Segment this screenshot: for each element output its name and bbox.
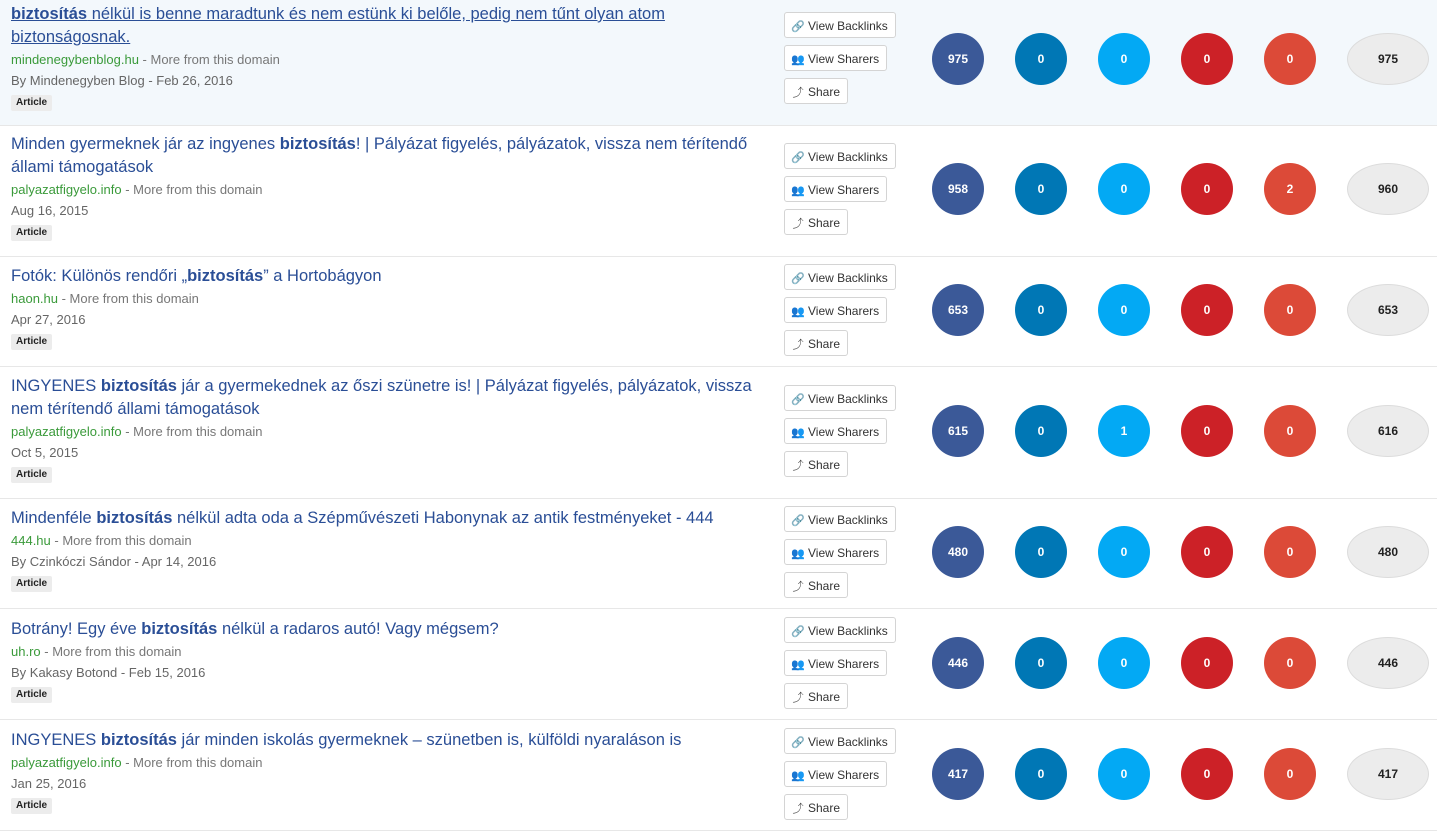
twitter-shares-count: 0 bbox=[1098, 748, 1150, 800]
domain-line bbox=[11, 752, 771, 773]
tag-wrap bbox=[11, 794, 771, 814]
title-text: Fotók: Különös rendőri „ bbox=[11, 267, 188, 285]
button-label: View Sharers bbox=[808, 52, 880, 66]
button-label: Share bbox=[808, 337, 841, 351]
linkedin-shares-count: 0 bbox=[1015, 637, 1067, 689]
result-row bbox=[0, 256, 1437, 367]
view-sharers-button[interactable] bbox=[784, 761, 887, 787]
domain-link[interactable]: 444.hu bbox=[11, 533, 51, 548]
title-text: INGYENES bbox=[11, 377, 101, 395]
total-shares-count: 446 bbox=[1347, 637, 1429, 689]
view-backlinks-button[interactable] bbox=[784, 385, 896, 411]
button-label: View Backlinks bbox=[808, 392, 888, 406]
result-row bbox=[0, 366, 1437, 499]
users-icon: 👥 bbox=[791, 54, 805, 66]
title-text: nélkül a radaros autó! Vagy mégsem? bbox=[217, 620, 499, 638]
share-button[interactable] bbox=[784, 451, 848, 477]
link-icon: 🔗 bbox=[791, 152, 805, 164]
share-button[interactable] bbox=[784, 794, 848, 820]
title-text: ! | Pályázat figyelés, pályázatok, vissza nem térítendő állami támogatások bbox=[11, 135, 748, 176]
googleplus-shares-count: 0 bbox=[1264, 405, 1316, 457]
result-info bbox=[11, 133, 771, 241]
button-label: View Backlinks bbox=[808, 513, 888, 527]
content-type-badge: Article bbox=[11, 225, 52, 241]
pinterest-shares-count: 0 bbox=[1181, 33, 1233, 85]
linkedin-shares-count: 0 bbox=[1015, 284, 1067, 336]
domain-line bbox=[11, 421, 771, 442]
title-keyword: biztosítás bbox=[187, 267, 264, 285]
result-meta: Jan 25, 2016 bbox=[11, 776, 87, 791]
button-label: View Backlinks bbox=[808, 624, 888, 638]
tag-wrap bbox=[11, 683, 771, 703]
result-info bbox=[11, 375, 771, 483]
title-keyword: biztosítás bbox=[100, 377, 177, 395]
domain-line bbox=[11, 179, 771, 200]
facebook-shares-count: 975 bbox=[932, 33, 984, 85]
title-keyword: biztosítás bbox=[11, 5, 88, 23]
title-text: nélkül adta oda a Szépművészeti Habonynak az antik festményeket - 444 bbox=[172, 509, 714, 527]
view-backlinks-button[interactable] bbox=[784, 617, 896, 643]
content-type-badge: Article bbox=[11, 334, 52, 350]
domain-line bbox=[11, 530, 771, 551]
more-from-domain-link[interactable]: - More from this domain bbox=[121, 755, 263, 770]
button-label: View Sharers bbox=[808, 546, 880, 560]
title-text: ” a Hortobágyon bbox=[263, 267, 382, 285]
view-sharers-button[interactable] bbox=[784, 650, 887, 676]
title-text: jár a gyermekednek az őszi szünetre is! | Pályázat figyelés, pályázatok, vissza nem térítendő állami támogatások bbox=[11, 377, 752, 418]
linkedin-shares-count: 0 bbox=[1015, 526, 1067, 578]
share-button[interactable] bbox=[784, 209, 848, 235]
domain-link[interactable]: palyazatfigyelo.info bbox=[11, 182, 122, 197]
result-info bbox=[11, 265, 771, 350]
result-row bbox=[0, 125, 1437, 257]
title-text: Mindenféle bbox=[11, 509, 97, 527]
button-label: View Sharers bbox=[808, 304, 880, 318]
content-type-badge: Article bbox=[11, 798, 52, 814]
twitter-shares-count: 0 bbox=[1098, 33, 1150, 85]
domain-link[interactable]: mindenegybenblog.hu bbox=[11, 52, 139, 67]
share-icon: ⤴ bbox=[792, 803, 804, 815]
title-keyword: biztosítás bbox=[96, 509, 173, 527]
users-icon: 👥 bbox=[791, 427, 805, 439]
result-info bbox=[11, 618, 771, 703]
title-text: nélkül is benne maradtunk és nem estünk ki belőle, pedig nem tűnt olyan atom biztonságosnak. bbox=[11, 5, 665, 46]
result-meta: By Kakasy Botond - Feb 15, 2016 bbox=[11, 665, 206, 680]
domain-link[interactable]: haon.hu bbox=[11, 291, 58, 306]
pinterest-shares-count: 0 bbox=[1181, 284, 1233, 336]
users-icon: 👥 bbox=[791, 306, 805, 318]
share-button[interactable] bbox=[784, 330, 848, 356]
share-icon: ⤴ bbox=[792, 692, 804, 704]
linkedin-shares-count: 0 bbox=[1015, 33, 1067, 85]
twitter-shares-count: 0 bbox=[1098, 284, 1150, 336]
domain-link[interactable]: palyazatfigyelo.info bbox=[11, 424, 122, 439]
twitter-shares-count: 0 bbox=[1098, 637, 1150, 689]
facebook-shares-count: 653 bbox=[932, 284, 984, 336]
total-shares-count: 417 bbox=[1347, 748, 1429, 800]
domain-link[interactable]: uh.ro bbox=[11, 644, 41, 659]
view-backlinks-button[interactable] bbox=[784, 264, 896, 290]
result-meta: Aug 16, 2015 bbox=[11, 203, 89, 218]
facebook-shares-count: 958 bbox=[932, 163, 984, 215]
tag-wrap bbox=[11, 572, 771, 592]
googleplus-shares-count: 2 bbox=[1264, 163, 1316, 215]
pinterest-shares-count: 0 bbox=[1181, 748, 1233, 800]
share-icon: ⤴ bbox=[792, 218, 804, 230]
link-icon: 🔗 bbox=[791, 737, 805, 749]
button-label: Share bbox=[808, 216, 841, 230]
view-sharers-button[interactable] bbox=[784, 539, 887, 565]
button-label: View Sharers bbox=[808, 657, 880, 671]
twitter-shares-count: 0 bbox=[1098, 526, 1150, 578]
result-info bbox=[11, 507, 771, 592]
result-meta: Oct 5, 2015 bbox=[11, 445, 79, 460]
view-backlinks-button[interactable] bbox=[784, 143, 896, 169]
link-icon: 🔗 bbox=[791, 626, 805, 638]
result-title-link[interactable] bbox=[11, 133, 771, 179]
twitter-shares-count: 0 bbox=[1098, 163, 1150, 215]
domain-line bbox=[11, 641, 771, 662]
googleplus-shares-count: 0 bbox=[1264, 526, 1316, 578]
result-row bbox=[0, 608, 1437, 720]
button-label: Share bbox=[808, 801, 841, 815]
total-shares-count: 960 bbox=[1347, 163, 1429, 215]
title-keyword: biztosítás bbox=[279, 135, 356, 153]
view-backlinks-button[interactable] bbox=[784, 728, 896, 754]
share-button[interactable] bbox=[784, 78, 848, 104]
more-from-domain-link[interactable]: - More from this domain bbox=[58, 291, 199, 306]
tag-wrap bbox=[11, 221, 771, 241]
content-type-badge: Article bbox=[11, 687, 52, 703]
result-title-link[interactable] bbox=[11, 507, 771, 530]
domain-line bbox=[11, 288, 771, 309]
share-icon: ⤴ bbox=[792, 87, 804, 99]
button-label: Share bbox=[808, 85, 841, 99]
link-icon: 🔗 bbox=[791, 273, 805, 285]
content-type-badge: Article bbox=[11, 467, 52, 483]
button-label: View Sharers bbox=[808, 183, 880, 197]
link-icon: 🔗 bbox=[791, 515, 805, 527]
button-label: View Backlinks bbox=[808, 271, 888, 285]
pinterest-shares-count: 0 bbox=[1181, 405, 1233, 457]
button-label: View Backlinks bbox=[808, 735, 888, 749]
tag-wrap bbox=[11, 91, 771, 111]
share-icon: ⤴ bbox=[792, 460, 804, 472]
facebook-shares-count: 417 bbox=[932, 748, 984, 800]
button-label: Share bbox=[808, 690, 841, 704]
result-meta: Apr 27, 2016 bbox=[11, 312, 86, 327]
button-label: View Sharers bbox=[808, 768, 880, 782]
result-title-link[interactable] bbox=[11, 618, 771, 641]
domain-link[interactable]: palyazatfigyelo.info bbox=[11, 755, 122, 770]
users-icon: 👥 bbox=[791, 548, 805, 560]
tag-wrap bbox=[11, 463, 771, 483]
pinterest-shares-count: 0 bbox=[1181, 637, 1233, 689]
pinterest-shares-count: 0 bbox=[1181, 163, 1233, 215]
button-label: View Backlinks bbox=[808, 150, 888, 164]
facebook-shares-count: 446 bbox=[932, 637, 984, 689]
total-shares-count: 653 bbox=[1347, 284, 1429, 336]
result-info bbox=[11, 3, 771, 111]
view-backlinks-button[interactable] bbox=[784, 506, 896, 532]
title-text: jár minden iskolás gyermeknek – szünetben is, külföldi nyaraláson is bbox=[176, 731, 682, 749]
facebook-shares-count: 480 bbox=[932, 526, 984, 578]
view-backlinks-button[interactable] bbox=[784, 12, 896, 38]
share-button[interactable] bbox=[784, 572, 848, 598]
total-shares-count: 975 bbox=[1347, 33, 1429, 85]
link-icon: 🔗 bbox=[791, 394, 805, 406]
more-from-domain-link[interactable]: - More from this domain bbox=[40, 644, 182, 659]
more-from-domain-link[interactable]: - More from this domain bbox=[121, 424, 263, 439]
linkedin-shares-count: 0 bbox=[1015, 405, 1067, 457]
result-row bbox=[0, 719, 1437, 831]
googleplus-shares-count: 0 bbox=[1264, 748, 1316, 800]
title-text: Minden gyermeknek jár az ingyenes bbox=[11, 135, 280, 153]
share-button[interactable] bbox=[784, 683, 848, 709]
linkedin-shares-count: 0 bbox=[1015, 163, 1067, 215]
users-icon: 👥 bbox=[791, 659, 805, 671]
facebook-shares-count: 615 bbox=[932, 405, 984, 457]
twitter-shares-count: 1 bbox=[1098, 405, 1150, 457]
result-title-link[interactable] bbox=[11, 729, 771, 752]
users-icon: 👥 bbox=[791, 185, 805, 197]
title-text: Botrány! Egy éve bbox=[11, 620, 142, 638]
result-info bbox=[11, 729, 771, 814]
content-type-badge: Article bbox=[11, 576, 52, 592]
view-sharers-button[interactable] bbox=[784, 176, 887, 202]
result-title-link[interactable] bbox=[11, 265, 771, 288]
result-title-link[interactable] bbox=[11, 3, 771, 49]
googleplus-shares-count: 0 bbox=[1264, 637, 1316, 689]
result-meta: By Mindenegyben Blog - Feb 26, 2016 bbox=[11, 73, 233, 88]
users-icon: 👥 bbox=[791, 770, 805, 782]
button-label: Share bbox=[808, 458, 841, 472]
more-from-domain-link[interactable]: - More from this domain bbox=[50, 533, 192, 548]
button-label: View Sharers bbox=[808, 425, 880, 439]
result-row bbox=[0, 0, 1437, 126]
title-text: INGYENES bbox=[11, 731, 101, 749]
result-title-link[interactable] bbox=[11, 375, 771, 421]
result-row bbox=[0, 498, 1437, 609]
domain-line bbox=[11, 49, 771, 70]
view-sharers-button[interactable] bbox=[784, 418, 887, 444]
googleplus-shares-count: 0 bbox=[1264, 284, 1316, 336]
linkedin-shares-count: 0 bbox=[1015, 748, 1067, 800]
total-shares-count: 616 bbox=[1347, 405, 1429, 457]
view-sharers-button[interactable] bbox=[784, 297, 887, 323]
button-label: Share bbox=[808, 579, 841, 593]
tag-wrap bbox=[11, 330, 771, 350]
more-from-domain-link[interactable]: - More from this domain bbox=[138, 52, 280, 67]
share-icon: ⤴ bbox=[792, 581, 804, 593]
pinterest-shares-count: 0 bbox=[1181, 526, 1233, 578]
view-sharers-button[interactable] bbox=[784, 45, 887, 71]
googleplus-shares-count: 0 bbox=[1264, 33, 1316, 85]
link-icon: 🔗 bbox=[791, 21, 805, 33]
result-meta: By Czinkóczi Sándor - Apr 14, 2016 bbox=[11, 554, 217, 569]
more-from-domain-link[interactable]: - More from this domain bbox=[121, 182, 263, 197]
share-icon: ⤴ bbox=[792, 339, 804, 351]
total-shares-count: 480 bbox=[1347, 526, 1429, 578]
button-label: View Backlinks bbox=[808, 19, 888, 33]
title-keyword: biztosítás bbox=[100, 731, 177, 749]
title-keyword: biztosítás bbox=[141, 620, 218, 638]
content-type-badge: Article bbox=[11, 95, 52, 111]
